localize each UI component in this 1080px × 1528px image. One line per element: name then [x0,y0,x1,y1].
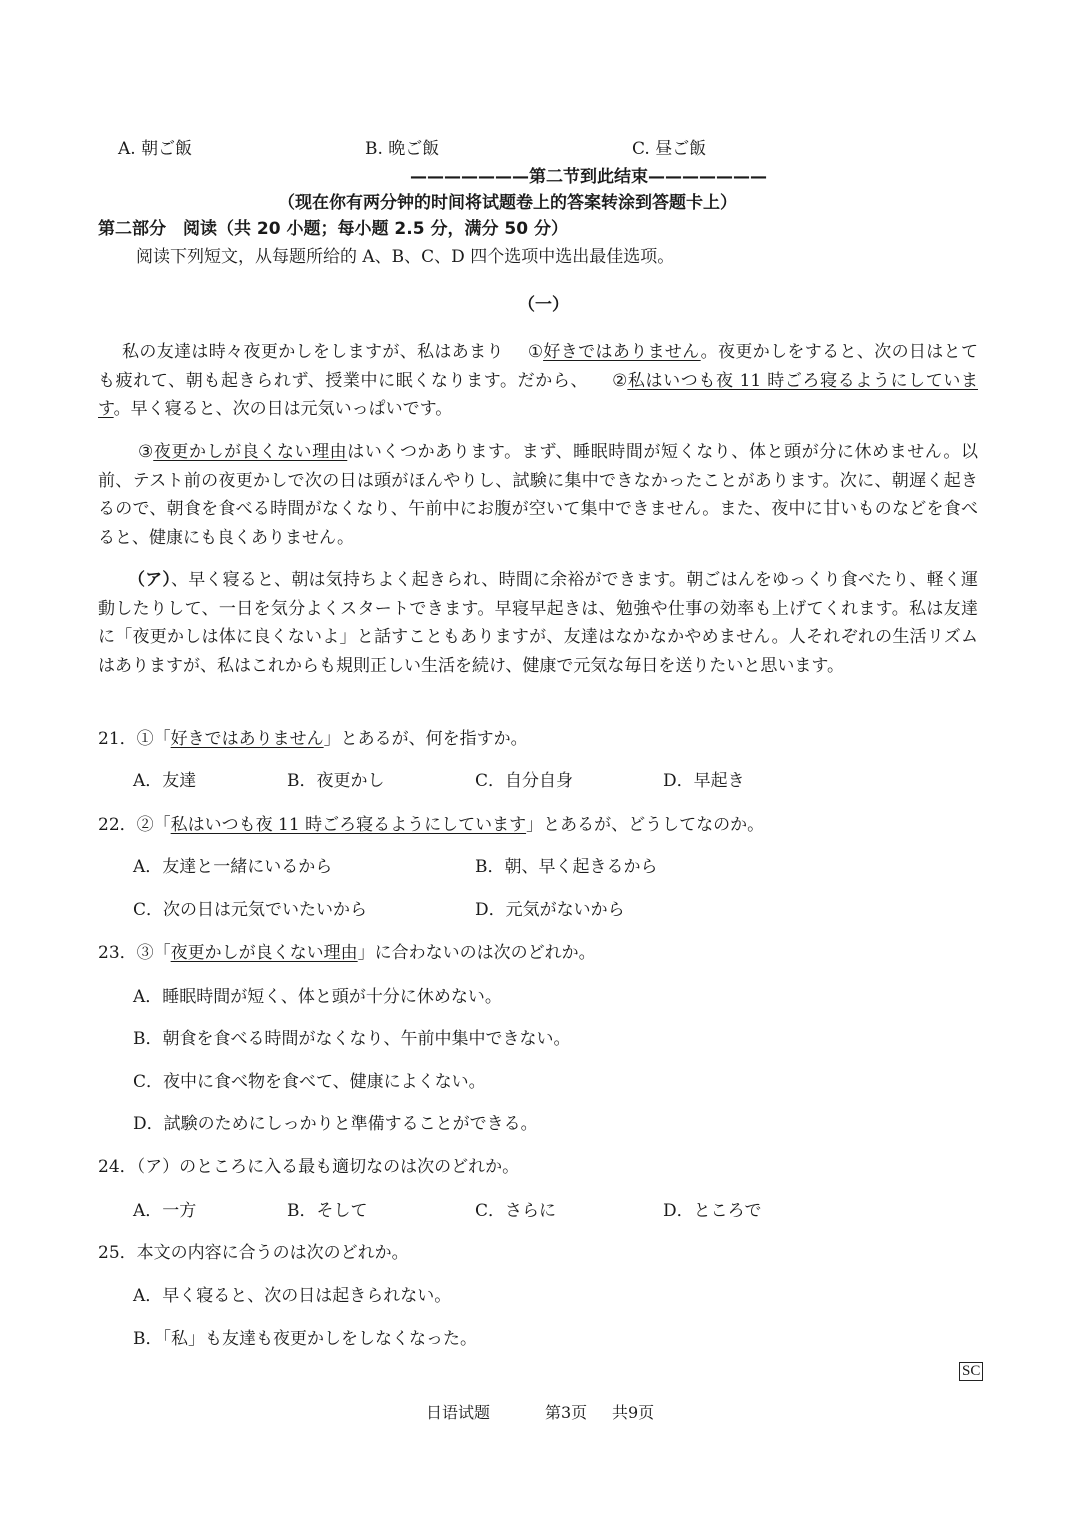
q25-choice-b: B．「私」も友達も夜更かしをしなくなった。 [133,1329,477,1349]
q21-quote: 好きではありません [170,729,324,749]
q24-choice-d: D．ところで [663,1201,762,1221]
footer-subject: 日语试题 [426,1403,491,1422]
circle-mark-3: ③ [138,442,154,462]
q22-choice-b: B．朝、早く起きるから [475,857,658,877]
q23-question-text: 」に合わないのは次のどれか。 [357,943,596,963]
passage-paragraph-3 [98,566,978,680]
q22-open-quote: 「 [153,815,171,835]
q22-circle-mark: ② [136,815,154,835]
p1-text-b: 。夜更かしをすると、次の日はとても疲れて、朝も起きられず、授業中に眠くなります。だから、 [98,342,978,391]
q22-choice-d: D．元気がないから [475,900,625,920]
p3-text: 、早く寝ると、朝は気持ちよく起きられ、時間に余裕ができます。朝ごはんをゆっくり食べたり、軽く運動したりして、一日を気分よくスタートできます。早寝早起きは、勉強や仕事の効率も上げてくれます。私は友達に「夜更かしは体に良くないよ」と話すこともありますが、友達はなかなかやめません。人それぞれの生活リズムはありますが、私はこれからも規則正しい生活を続け、健康で元気な毎日を送りたいと思います。 [98,570,978,676]
q22-question-text: 」とあるが、どうしてなのか。 [526,815,765,835]
q23-choice-b: B．朝食を食べる時間がなくなり、午前中集中できない。 [133,1029,571,1049]
question-21 [98,724,528,749]
circle-mark-2: ② [612,370,628,391]
q22-quote: 私はいつも夜 11 時ごろ寝るようにしています [170,815,527,835]
q21-choice-b: B．夜更かし [287,771,385,791]
passage-paragraph-1 [98,338,978,424]
q21-number: 21． [98,729,137,749]
underlined-phrase-1: 好きではありません [543,342,701,362]
q21-question-text: 」とあるが、何を指すか。 [323,729,528,749]
section-end-notice: ———————第二节到此结束——————— [410,167,767,187]
part2-instruction: 阅读下列短文，从每题所给的 A、B、C、D 四个选项中选出最佳选项。 [136,247,675,267]
question-24: 24．（ア）のところに入る最も適切なのは次のどれか。 [98,1157,520,1177]
q22-choice-c: C．次の日は元気でいたいから [133,900,368,920]
q22-number: 22． [98,815,137,835]
p1-text-c: 。早く寝ると、次の日は元気いっぱいです。 [113,399,453,419]
q23-open-quote: 「 [153,943,171,963]
footer-total-pages: 共9页 [612,1403,655,1422]
question-23 [98,938,596,963]
q23-quote: 夜更かしが良くない理由 [170,943,358,963]
q23-number: 23． [98,943,137,963]
q21-open-quote: 「 [153,729,171,749]
p1-text-a: 私の友達は時々夜更かしをしますが、私はあまり [122,342,504,362]
q21-circle-mark: ① [136,729,154,749]
underlined-phrase-3: 夜更かしが良くない理由 [153,442,348,462]
transfer-note: （现在你有两分钟的时间将试题卷上的答案转涂到答题卡上） [278,193,737,213]
passage-paragraph-2 [98,438,978,552]
option-a-breakfast: A. 朝ご飯 [118,139,193,159]
q24-choice-a: A．一方 [133,1201,197,1221]
p2-text: はいくつかあります。まず、睡眠時間が短くなり、体と頭が分に休めません。以前、テスト前の夜更かしで次の日は頭がほんやりし、試験に集中できなかったことがあります。次に、朝遅く起きるので、朝食を食べる時間がなくなり、午前中にお腹が空いて集中できません。また、夜中に甘いものなどを食べると、健康にも良くありません。 [98,442,978,548]
question-25: 25．本文の内容に合うのは次のどれか。 [98,1243,409,1263]
q22-choice-a: A．友達と一緒にいるから [133,857,333,877]
question-22 [98,810,764,835]
q21-choice-c: C．自分自身 [475,771,574,791]
q24-choice-b: B．そして [287,1201,368,1221]
q23-circle-mark: ③ [136,943,154,963]
q23-choice-a: A．睡眠時間が短く、体と頭が十分に休めない。 [133,987,502,1007]
q23-choice-c: C．夜中に食べ物を食べて、健康によくない。 [133,1072,486,1092]
blank-a-marker: （ア） [128,570,172,590]
q23-choice-d: D．試験のためにしっかりと準備することができる。 [133,1114,538,1134]
sc-mark: SC [959,1362,983,1381]
circle-mark-1: ① [527,342,544,362]
footer-page-number: 第3页 [545,1403,588,1422]
underlined-phrase-2: 私はいつも夜 11 時ごろ寝るようにしています [98,370,978,419]
q25-choice-a: A．早く寝ると、次の日は起きられない。 [133,1286,452,1306]
option-c-lunch: C. 昼ご飯 [632,139,707,159]
passage-title: （一） [518,295,569,315]
q24-choice-c: C．さらに [475,1201,557,1221]
option-b-dinner: B. 晩ご飯 [365,139,440,159]
q21-choice-d: D．早起き [663,771,745,791]
part2-heading: 第二部分 阅读（共 20 小题；每小题 2.5 分，满分 50 分） [98,219,568,239]
q21-choice-a: A．友達 [133,771,197,791]
